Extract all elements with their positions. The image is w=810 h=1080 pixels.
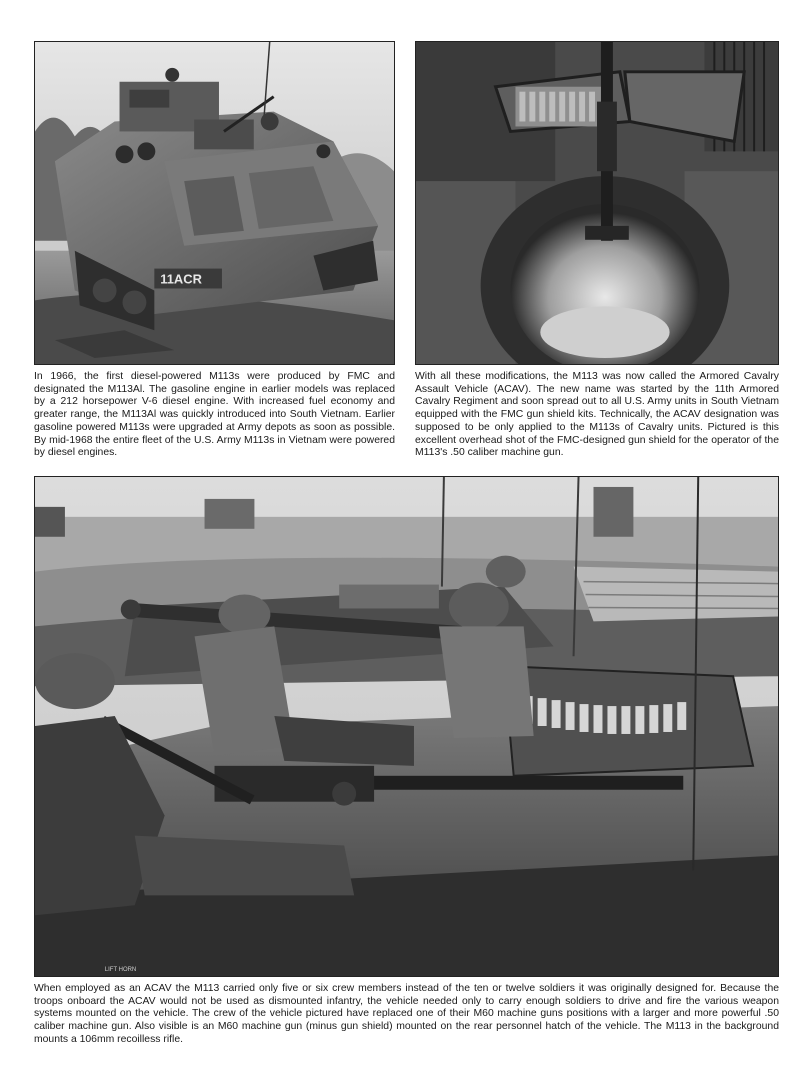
caption-m113a1: In 1966, the first diesel-powered M113s were produced by FMC and designated the M113Al. The gasoline engine in earlier models was replaced by a 212 horsepower V-6 diesel engine. With increased fuel economy and greater range, the M113Al was quickly introduced into South Vietnam. Earlier gasoline powered M113s were upgraded at Army depots as soon as possible. By mid-1968 the entire fleet of the U.S. Army M113s in Vietnam were powered by diesel engines. bbox=[34, 371, 395, 459]
photo-acav-crew-image bbox=[35, 477, 778, 976]
photo-m113a1-vehicle bbox=[34, 41, 395, 365]
photo-acav-crew bbox=[34, 476, 779, 977]
caption-acav-crew: When employed as an ACAV the M113 carried only five or six crew members instead of the ten or twelve soldiers it was originally designed for. Because the troops onboard the ACAV would not be used as dismounted infantry, the vehicle needed only to carry enough soldiers to drive and fire the various weapon systems mounted on the vehicle. The crew of the vehicle pictured have replaced one of their M60 machine guns positions with a larger and more powerful .50 caliber machine gun. Also visible is an M60 machine gun (minus gun shield) mounted on the rear personnel hatch of the vehicle. The M113 in the background mounts a 106mm recoilless rifle. bbox=[34, 983, 779, 1045]
vehicle-marking-11acr: 11ACR bbox=[160, 271, 202, 287]
photo-gun-shield-overhead bbox=[415, 41, 779, 365]
photo-m113a1-image bbox=[35, 42, 394, 364]
vehicle-marking-lift-horn: LIFT HORN bbox=[104, 967, 137, 974]
caption-acav-gun-shield: With all these modifications, the M113 was now called the Armored Cavalry Assault Vehicle (ACAV). The new name was started by the 11th Armored Cavalry Regiment and soon spread out to all U.S. Army units in South Vietnam equipped with the FMC gun shield kits. Technically, the ACAV designation was supposed to be only applied to the M113s of Cavalry units. Pictured is this excellent overhead shot of the FMC-designed gun shield for the operator of the M113's .50 caliber machine gun. bbox=[415, 371, 779, 459]
photo-gun-shield-image bbox=[416, 42, 778, 364]
